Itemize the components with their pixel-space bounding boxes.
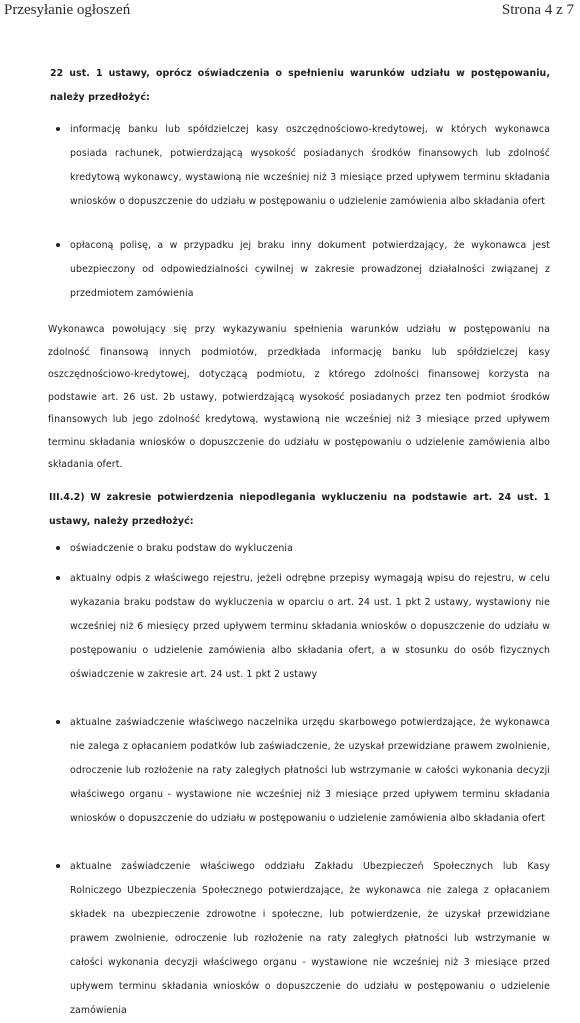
list-item-text: oświadczenie o braku podstaw do wykluczenia bbox=[70, 542, 293, 554]
list-item-text: informację banku lub spółdzielczej kasy oszczędnościowo-kredytowej, w których wykonawca posiada rachunek, potwierdzającą wysokość posiadanych środków finansowych lub zdolność kredytową wykonawcy, wystawioną nie wcześniej niż 3 miesiące przed upływem terminu składania wniosków o dopuszczenie do udziału w postępowaniu o udzielenie zamówienia albo składania ofert bbox=[70, 124, 550, 207]
list-item bbox=[50, 118, 550, 214]
bullet-icon bbox=[56, 243, 60, 247]
financial-requirements-list bbox=[50, 118, 550, 306]
bullet-icon bbox=[56, 720, 60, 724]
bullet-icon bbox=[56, 576, 60, 580]
list-item bbox=[50, 537, 550, 561]
list-item bbox=[50, 567, 550, 687]
list-item-text: aktualne zaświadczenie właściwego naczelnika urzędu skarbowego potwierdzające, że wykonawca nie zalega z opłacaniem podatków lub zaświadczenie, że uzyskał przewidziane prawem zwolnienie, odroczenie lub rozłożenie na raty zaległych płatności lub wstrzymanie w całości wykonania decyzji właściwego organu - wystawione nie wcześniej niż 3 miesiące przed upływem terminu składania wniosków o dopuszczenie do udziału w postępowaniu o udzielenie zamówienia albo składania ofert bbox=[70, 716, 550, 824]
exclusion-documents-list bbox=[50, 537, 550, 1023]
bullet-icon bbox=[56, 127, 60, 131]
bullet-icon bbox=[56, 864, 60, 868]
header-title: Przesyłanie ogłoszeń bbox=[4, 2, 131, 18]
list-item bbox=[50, 234, 550, 306]
page-number: Strona 4 z 7 bbox=[501, 2, 574, 18]
list-item bbox=[50, 711, 550, 831]
list-item-text: opłaconą polisę, a w przypadku jej braku inny dokument potwierdzający, że wykonawca jest ubezpieczony od odpowiedzialności cywilnej w zakresie prowadzonej działalności związanej z przedmiotem zamówienia bbox=[70, 240, 550, 299]
intro-text: 22 ust. 1 ustawy, oprócz oświadczenia o spełnieniu warunków udziału w postępowaniu, należy przedłożyć: bbox=[50, 68, 550, 103]
list-item bbox=[50, 855, 550, 1023]
bullet-icon bbox=[56, 546, 60, 550]
list-item-text: aktualne zaświadczenie właściwego oddziału Zakładu Ubezpieczeń Społecznych lub Kasy Rolniczego Ubezpieczenia Społecznego potwierdzające, że wykonawca nie zalega z opłacaniem składek na ubezpieczenie zdrowotne i społeczne, lub potwierdzenie, że uzyskał przewidziane prawem zwolnienie, odroczenie lub rozłożenie na raty zaległych płatności lub wstrzymanie w całości wykonania decyzji właściwego organu - wystawione nie wcześniej niż 3 miesiące przed upływem terminu składania wniosków o dopuszczenie do udziału w postępowaniu o udzielenie zamówienia bbox=[70, 860, 550, 1016]
document-body bbox=[50, 62, 550, 1023]
financial-capacity-paragraph: Wykonawca powołujący się przy wykazywaniu spełnienia warunków udziału w postępowaniu na zdolność finansową innych podmiotów, przedkłada informację banku lub spółdzielczej kasy oszczędnościowo-kredytowej, dotyczącą podmiotu, z którego zdolności finansowej korzysta na podstawie art. 26 ust. 2b ustawy, potwierdzającą wysokość posiadanych przez ten podmiot środków finansowych lub jego zdolność kredytową, wystawioną nie wcześniej niż 3 miesiące przed upływem terminu składania wniosków o dopuszczenie do udziału w postępowaniu o udzielenie zamówienia albo składania ofert. bbox=[48, 324, 550, 470]
list-item-text: aktualny odpis z właściwego rejestru, jeżeli odrębne przepisy wymagają wpisu do rejestru, w celu wykazania braku podstaw do wykluczenia w oparciu o art. 24 ust. 1 pkt 2 ustawy, wystawiony nie wcześniej niż 6 miesięcy przed upływem terminu składania wniosków o dopuszczenie do udziału w postępowaniu o udzielenie zamówienia albo składania ofert, a w stosunku do osób fizycznych oświadczenie w zakresie art. 24 ust. 1 pkt 2 ustawy bbox=[70, 572, 550, 680]
section-heading: III.4.2) W zakresie potwierdzenia niepodlegania wykluczeniu na podstawie art. 24 ust. 1 ustawy, należy przedłożyć: bbox=[49, 491, 550, 527]
